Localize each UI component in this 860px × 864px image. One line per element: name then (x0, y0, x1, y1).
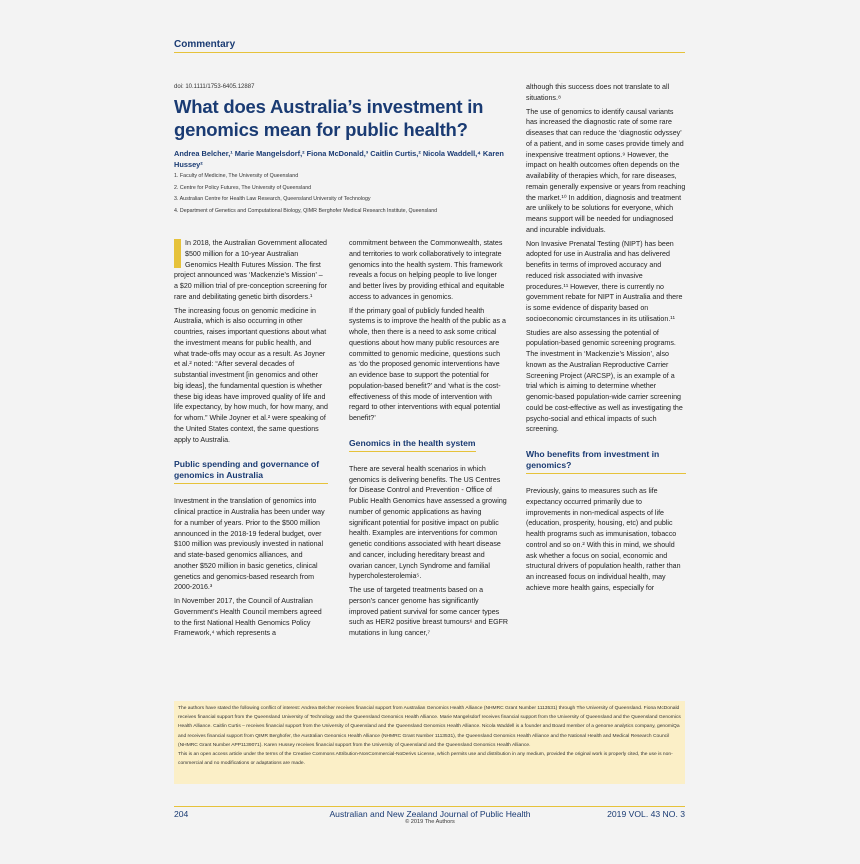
affiliation-item: 1. Faculty of Medicine, The University of Queensland (174, 173, 299, 179)
affiliation-item: 3. Australian Centre for Health Law Research, Queensland University of Technology (174, 196, 371, 203)
paragraph: The increasing focus on genomic medicine in Australia, which is also occurring in other countries, raises important questions about what the investment means for public health, and what trade-offs may occur as a result. As Joyner et al.² noted: “After several decades of substantial investment [in genomics and other big ideas], the fundamental question is whether these big ideas have improved quality of life and life expectancy, by how much, for how many, and for whom.” While Joyner et al.² were speaking of the United States context, the same questions apply to Australia. (174, 306, 328, 444)
conflict-of-interest-note: The authors have stated the following conflict of interest: Andrea Belcher receives financial support from Australian Genomics Health Alliance (NHMRC Grant Number 1113531) through The University of Queensland. Fiona McDonald receives financial support from the Queensland University of Technology and the Queensland Genomics Health Alliance. Marie Mangelsdorf receives financial support from the University of Queensland and the Queensland Genomics Health Alliance. Caitlin Curtis – receives financial support from the University of Queensland and the Queensland Genomics Health Alliance. Nicola Waddell is a founder and Board member of a genome analytics company, genomiQa and receives financial support from QIMR Berghofer, the Australian Genomics Health Alliance (NHMRC Grant Number 1113531), the Queensland Genomics Health Alliance and the National Health and Medical Research Council (NHMRC Grant Number APP1139071). Karen Hussey receives financial support from the University of Queensland and the Queensland Genomics Health Alliance. (178, 706, 681, 748)
dropcap-block (174, 239, 181, 268)
page-number: 204 (174, 809, 189, 819)
article-title: What does Australia’s investment in genomics mean for public health? (174, 96, 484, 140)
paragraph: Investment in the translation of genomics into clinical practice in Australia has been under way for a number of years. Prior to the $500 million announced in the 2018-19 federal budget, over $100 million was previously invested in national and state-based genomics alliances, and another $520 million in basic genetics, clinical genetics and genomics-based research from 2000-2016.³ (174, 497, 325, 592)
paragraph: Previously, gains to measures such as life expectancy occurred primarily due to improvements in non-medical aspects of life (education, prosperity, housing, etc) and public health programs such as immunisation, tobacco control and so on.² With this in mind, we should ask whether a focus on social, economic and structural drivers of population health, rather than an increased focus on individual health, may achieve more health gains, especially for (526, 487, 681, 592)
doi: doi: 10.1111/1753-6405.12887 (174, 84, 255, 90)
paragraph: The use of genomics to identify causal variants has increased the diagnostic rate of some rare diseases that can reduce the ‘diagnostic odyssey’ of a patient, and in some cases provide timely and inexpensive treatment options.⁹ However, the impact on health outcomes often depends on the availability of therapies which, for rare diseases, remain generally expensive or years from reaching the market.¹⁰ In addition, diagnosis and treatment are unlikely to be solutions for everyone, which means support will be needed for undiagnosed and incurable individuals. (526, 107, 686, 234)
journal-name: Australian and New Zealand Journal of Public Health (329, 809, 531, 819)
paragraph-text: n 2018, the Australian Government allocated $500 million for a 10-year Australian Genomics Health Futures Mission. The first project announced was ‘Mackenzie’s Mission’ – a $20 million trial of pre-conception screening for rare and debilitating genetic birth disorders.¹ (174, 239, 327, 301)
body-column-1 (174, 238, 328, 642)
body-column-2 (349, 238, 509, 642)
section-heading: Genomics in the health system (349, 438, 476, 452)
affiliation-list (174, 171, 504, 217)
footnote-box (174, 701, 685, 784)
author-list: Andrea Belcher,¹ Marie Mangelsdorf,² Fiona McDonald,³ Caitlin Curtis,² Nicola Waddell,⁴ Karen Hussey² (174, 149, 504, 169)
copyright: © 2019 The Authors (405, 819, 455, 825)
license-note: This is an open access article under the terms of the Creative Commons Attribution-NonCommercial-NoDerivs License, which permits use and distribution in any medium, provided the original work is properly cited, the use is non-commercial and no modifications or adaptations are made. (178, 752, 673, 767)
section-label: Commentary (174, 39, 236, 50)
paragraph: In November 2017, the Council of Australian Government’s Health Council members agreed to the first National Health Genomics Policy Framework,⁴ which represents a (174, 597, 322, 638)
dropcap-letter: I (185, 239, 187, 247)
section-heading: Public spending and governance of genomics in Australia (174, 459, 328, 484)
body-column-3 (526, 82, 686, 597)
paragraph: Studies are also assessing the potential of population-based genomic screening programs. The investment in ‘Mackenzie’s Mission’, also known as the Australian Reproductive Carrier Screening Project (ARCSP), is an example of a trial which is aiming to determine whether genomic-based population-wide carrier screening could be cost-effective as well as investigating the psycho-social and ethical impacts of such screening. (526, 328, 683, 434)
paragraph: If the primary goal of publicly funded health systems is to improve the health of the public as a whole, then there is a need to ask some critical questions about how many public resources are committed to genomic medicine, questions such as ‘do the proposed genomic interventions have an evidence base to support the potential for population-based benefit?’ and ‘what is the cost-effectiveness of this mode of intervention with regard to other interventions with equal potential benefit?’ (349, 306, 506, 422)
paragraph: commitment between the Commonwealth, states and territories to work collaboratively to integrate genomics into the health system. This framework reveals a focus on helping people to live longer and better lives by providing ethical and equitable access to advances in genomics. (349, 239, 505, 301)
section-heading: Who benefits from investment in genomics? (526, 449, 686, 474)
paragraph: The use of targeted treatments based on a person’s cancer genome has significantly improved patient survival for some cancer types such as HER2 positive breast tumours⁶ and EGFR mutations in lung cancer,⁷ (349, 586, 509, 637)
paragraph: Non Invasive Prenatal Testing (NIPT) has been adopted for use in Australia and has delivered benefits in terms of improved accuracy and reduced risk associated with invasive procedures.¹¹ However, there is currently no government rebate for NIPT in Australia and there is some evidence of disparity based on socioeconomic circumstances in its utilisation.¹¹ (526, 239, 683, 323)
top-rule (174, 52, 685, 53)
paragraph: although this success does not translate to all situations.⁸ (526, 83, 670, 102)
paragraph: There are several health scenarios in which genomics is delivering benefits. The US Centres for Disease Control and Prevention - Office of Public Health Genomics have assessed a growing number of genomic applications as having significant potential for positive impact on public health. Examples are interventions for common genetic conditions associated with heart disease and cancer, including hereditary breast and ovarian cancer, Lynch Syndrome and familial hypercholesterolemia⁵. (349, 464, 507, 581)
volume-issue: 2019 VOL. 43 NO. 3 (607, 809, 685, 819)
bottom-rule (174, 806, 685, 807)
paragraph (174, 238, 328, 303)
affiliation-item: 4. Department of Genetics and Computational Biology, QIMR Berghofer Medical Research Institute, Queensland (174, 207, 438, 214)
affiliation-item: 2. Centre for Policy Futures, The University of Queensland (174, 184, 312, 191)
